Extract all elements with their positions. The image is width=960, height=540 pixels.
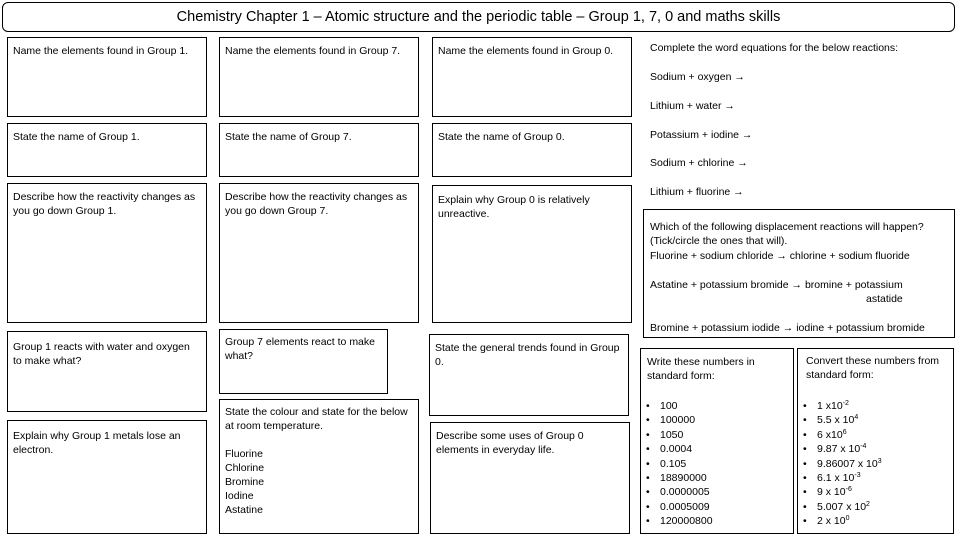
question-text: Describe some uses of Group 0 elements in everyday life. <box>436 430 584 456</box>
element-item: Fluorine <box>225 448 263 460</box>
sf-number-item: • 6 $x10^6$ <box>803 428 882 442</box>
question-text: Name the elements found in Group 7. <box>225 45 401 57</box>
displacement-reactions-box <box>643 209 955 338</box>
element-item: Chlorine <box>225 462 265 474</box>
equation-sodium-chlorine: Sodium + chlorine → <box>650 157 748 169</box>
convert-list <box>803 399 882 529</box>
group1-reactivity-box[interactable] <box>7 183 207 323</box>
reaction-bromine[interactable]: Bromine + potassium iodide → iodine + potassium bromide <box>650 322 925 334</box>
page-title: Chemistry Chapter 1 – Atomic structure and the periodic table – Group 1, 7, 0 and maths skills <box>2 2 955 32</box>
question-text: Describe how the reactivity changes as you go down Group 7. <box>225 191 408 217</box>
question-text: State the colour and state for the below at room temperature. <box>225 406 408 432</box>
sf-number-item: • 2 x $10^0$ <box>803 514 882 528</box>
group0-elements-box[interactable] <box>432 37 632 117</box>
standard-form-heading: Write these numbers in standard form: <box>647 356 755 382</box>
equation-sodium-oxygen: Sodium + oxygen → <box>650 71 745 83</box>
sf-number-item: • 5.5 x $10^4$ <box>803 413 882 427</box>
group1-electron-box[interactable] <box>7 420 207 534</box>
number-item: • 100000 <box>646 413 713 427</box>
displacement-heading: Which of the following displacement reactions will happen? (Tick/circle the ones that will). <box>650 221 924 247</box>
group1-products-box[interactable] <box>7 331 207 412</box>
number-item: • 0.0005009 <box>646 500 713 514</box>
question-text: Group 7 elements react to make what? <box>225 336 375 362</box>
question-text: Name the elements found in Group 1. <box>13 45 189 57</box>
group0-unreactive-box[interactable] <box>432 185 632 323</box>
reaction-fluorine[interactable]: Fluorine + sodium chloride → chlorine + sodium fluoride <box>650 250 910 262</box>
number-item: • 0.0004 <box>646 442 713 456</box>
group7-reactivity-box[interactable] <box>219 183 419 323</box>
reaction-astatine-cont: astatide <box>866 293 903 305</box>
number-item: • 120000800 <box>646 514 713 528</box>
group0-name-box[interactable] <box>432 123 632 177</box>
equation-lithium-water: Lithium + water → <box>650 100 735 112</box>
question-text: Explain why Group 1 metals lose an electron. <box>13 430 181 456</box>
question-text: State the name of Group 7. <box>225 131 352 143</box>
group1-name-box[interactable] <box>7 123 207 177</box>
element-item: Astatine <box>225 504 263 516</box>
question-text: State the general trends found in Group 0. <box>435 342 620 368</box>
sf-number-item: • 5.007 x $10^2$ <box>803 500 882 514</box>
question-text: Group 1 reacts with water and oxygen to make what? <box>13 341 190 367</box>
question-text: State the name of Group 1. <box>13 131 140 143</box>
sf-number-item: • 1 $x10^{-2}$ <box>803 399 882 413</box>
number-item: • 18890000 <box>646 471 713 485</box>
question-text: State the name of Group 0. <box>438 131 565 143</box>
question-text: Explain why Group 0 is relatively unreactive. <box>438 194 590 220</box>
sf-number-item: • 9 x $10^{-6}$ <box>803 485 882 499</box>
equation-potassium-iodine: Potassium + iodine → <box>650 129 753 141</box>
number-item: • 1050 <box>646 428 713 442</box>
number-item: • 0.0000005 <box>646 485 713 499</box>
equation-lithium-fluorine: Lithium + fluorine → <box>650 186 744 198</box>
number-item: • 0.105 <box>646 457 713 471</box>
standard-form-box <box>640 348 794 534</box>
group7-colour-state-box[interactable] <box>219 399 419 534</box>
element-item: Iodine <box>225 490 254 502</box>
convert-heading: Convert these numbers from standard form: <box>806 355 940 381</box>
reaction-astatine[interactable]: Astatine + potassium bromide → bromine + potassium <box>650 279 903 291</box>
number-item: • 100 <box>646 399 713 413</box>
group1-elements-box[interactable] <box>7 37 207 117</box>
sf-number-item: • 9.87 x $10^{-4}$ <box>803 442 882 456</box>
standard-form-list <box>646 399 713 529</box>
sf-number-item: • 9.86007 x $10^3$ <box>803 457 882 471</box>
element-list <box>225 447 413 517</box>
group7-products-box[interactable] <box>219 329 388 394</box>
group0-trends-box[interactable] <box>429 334 629 416</box>
question-text: Describe how the reactivity changes as you go down Group 1. <box>13 191 196 217</box>
group7-name-box[interactable] <box>219 123 419 177</box>
sf-number-item: • 6.1 x $10^{-3}$ <box>803 471 882 485</box>
convert-standard-form-box <box>797 348 954 534</box>
word-equations-heading: Complete the word equations for the below reactions: <box>650 42 899 54</box>
group0-uses-box[interactable] <box>430 422 630 534</box>
element-item: Bromine <box>225 476 265 488</box>
group7-elements-box[interactable] <box>219 37 419 117</box>
question-text: Name the elements found in Group 0. <box>438 45 614 57</box>
